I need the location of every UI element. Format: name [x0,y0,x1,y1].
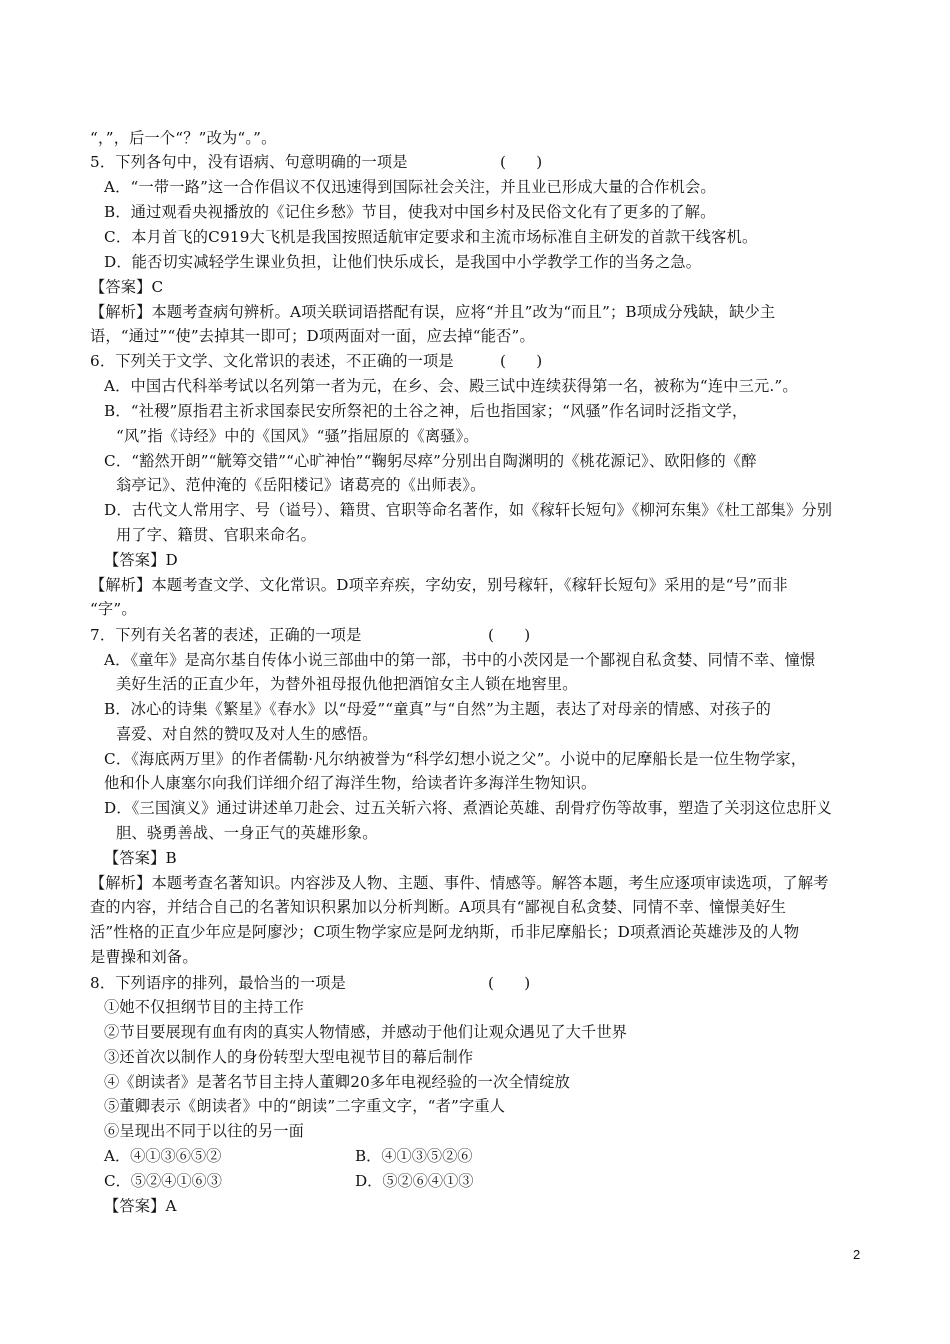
option-line: 用了字、籍贯、官职来命名。 [116,526,317,544]
option-line: C．《海底两万里》的作者儒勒·凡尔纳被誉为“科学幻想小说之父”。小说中的尼摩船长是一位生物学家， [104,750,807,768]
option-line: C．“豁然开朗”“觥筹交错”“心旷神怡”“鞠躬尽瘁”分别出自陶渊明的《桃花源记》、欧阳修的《醉 [104,452,757,470]
answer-blank: ( ) [488,626,531,644]
option-d: D．⑤②⑥④①③ [355,1172,474,1190]
option-b: B．④①③⑤②⑥ [355,1147,473,1165]
sentence-item: ③还首次以制作人的身份转型大型电视节目的幕后制作 [104,1048,474,1066]
option-line: “风”指《诗经》中的《国风》“骚”指屈原的《离骚》。 [116,427,479,445]
question-5-stem: 5．下列各句中，没有语病、句意明确的一项是 [90,153,408,171]
option-line: B．通过观看央视播放的《记住乡愁》节目，使我对中国乡村及民俗文化有了更多的了解。 [104,203,716,221]
analysis-line: 查的内容，并结合自己的名著知识积累加以分析判断。A项具有“鄙视自私贪婪、同情不幸、憧憬美好生 [90,898,787,916]
answer-label: 【答案】C [90,278,164,296]
sentence-item: ⑤董卿表示《朗读者》中的“朗读”二字重文字，“者”字重人 [104,1097,506,1115]
answer-label: 【答案】A [104,1197,177,1215]
option-c: C．⑤②④①⑥③ [104,1172,222,1190]
option-line: A．中国古代科举考试以名列第一者为元，在乡、会、殿三试中连续获得第一名，被称为“连中三元.”。 [104,377,798,395]
option-line: A．“一带一路”这一合作倡议不仅迅速得到国际社会关注，并且业已形成大量的合作机会。 [104,178,716,196]
sentence-item: ②节目要展现有血有肉的真实人物情感，并感动于他们让观众遇见了大千世界 [104,1023,628,1041]
question-6-stem: 6．下列关于文学、文化常识的表述，不正确的一项是 [90,352,454,370]
option-line: 美好生活的正直少年，为替外祖母报仇他把酒馆女主人锁在地窖里。 [116,675,578,693]
page-number: 2 [853,1247,861,1262]
text-line: “，”，后一个“？”改为“。”。 [90,129,277,147]
option-line: 翁亭记》、范仲淹的《岳阳楼记》诸葛亮的《出师表》。 [116,476,486,494]
answer-blank: ( ) [488,974,531,992]
analysis-line: 【解析】本题考查名著知识。内容涉及人物、主题、事件、情感等。解答本题，考生应逐项审读选项，了解考 [90,874,829,892]
answer-blank: ( ) [500,153,543,171]
answer-label: 【答案】D [104,551,178,569]
question-8-stem: 8．下列语序的排列，最恰当的一项是 [90,974,347,992]
option-line: B．冰心的诗集《繁星》《春水》以“母爱”“童真”与“自然”为主题，表达了对母亲的情感、对孩子的 [104,700,772,718]
analysis-line: 语，“通过”“使”去掉其一即可；D项两面对一面，应去掉“能否”。 [90,327,535,345]
sentence-item: ④《朗读者》是著名节目主持人董卿20多年电视经验的一次全情绽放 [104,1073,570,1091]
analysis-line: 【解析】本题考查文学、文化常识。D项辛弃疾，字幼安，别号稼轩，《稼轩长短句》采用的是“号”而非 [90,576,788,594]
option-line: B．“社稷”原指君主祈求国泰民安所祭祀的土谷之神，后也指国家；“风骚”作名词时泛指文学， [104,402,748,420]
sentence-item: ⑥呈现出不同于以往的另一面 [104,1122,305,1140]
option-line: 他和仆人康塞尔向我们详细介绍了海洋生物，给读者许多海洋生物知识。 [104,774,597,792]
option-line: D．古代文人常用字、号（谥号）、籍贯、官职等命名著作，如《稼轩长短句》《柳河东集》《杜工部集》分别 [104,501,833,519]
option-line: C．本月首飞的C919大飞机是我国按照适航审定要求和主流市场标准自主研发的首款干线客机。 [104,228,758,246]
analysis-line: 是曹操和刘备。 [90,948,198,966]
option-line: A．《童年》是高尔基自传体小说三部曲中的第一部，书中的小茨冈是一个鄙视自私贪婪、同情不幸、憧憬 [104,651,816,669]
option-line: 喜爱、对自然的赞叹及对人生的感悟。 [116,725,378,743]
sentence-item: ①她不仅担纲节目的主持工作 [104,998,305,1016]
question-7-stem: 7．下列有关名著的表述，正确的一项是 [90,626,362,644]
option-line: 胆、骁勇善战、一身正气的英雄形象。 [116,824,378,842]
option-line: D．《三国演义》通过讲述单刀赴会、过五关斩六将、煮酒论英雄、刮骨疗伤等故事，塑造了关羽这位忠肝义 [104,799,832,817]
answer-blank: ( ) [500,352,543,370]
analysis-line: 活”性格的正直少年应是阿廖沙；C项生物学家应是阿龙纳斯，币非尼摩船长；D项煮酒论英雄涉及的人物 [90,923,800,941]
option-line: D．能否切实减轻学生课业负担，让他们快乐成长，是我国中小学教学工作的当务之急。 [104,253,702,271]
analysis-line: “字”。 [90,600,137,618]
analysis-line: 【解析】本题考查病句辨析。A项关联词语搭配有误，应将“并且”改为“而且”；B项成分残缺，缺少主 [90,303,776,321]
option-a: A．④①③⑥⑤② [104,1147,222,1165]
answer-label: 【答案】B [104,849,177,867]
